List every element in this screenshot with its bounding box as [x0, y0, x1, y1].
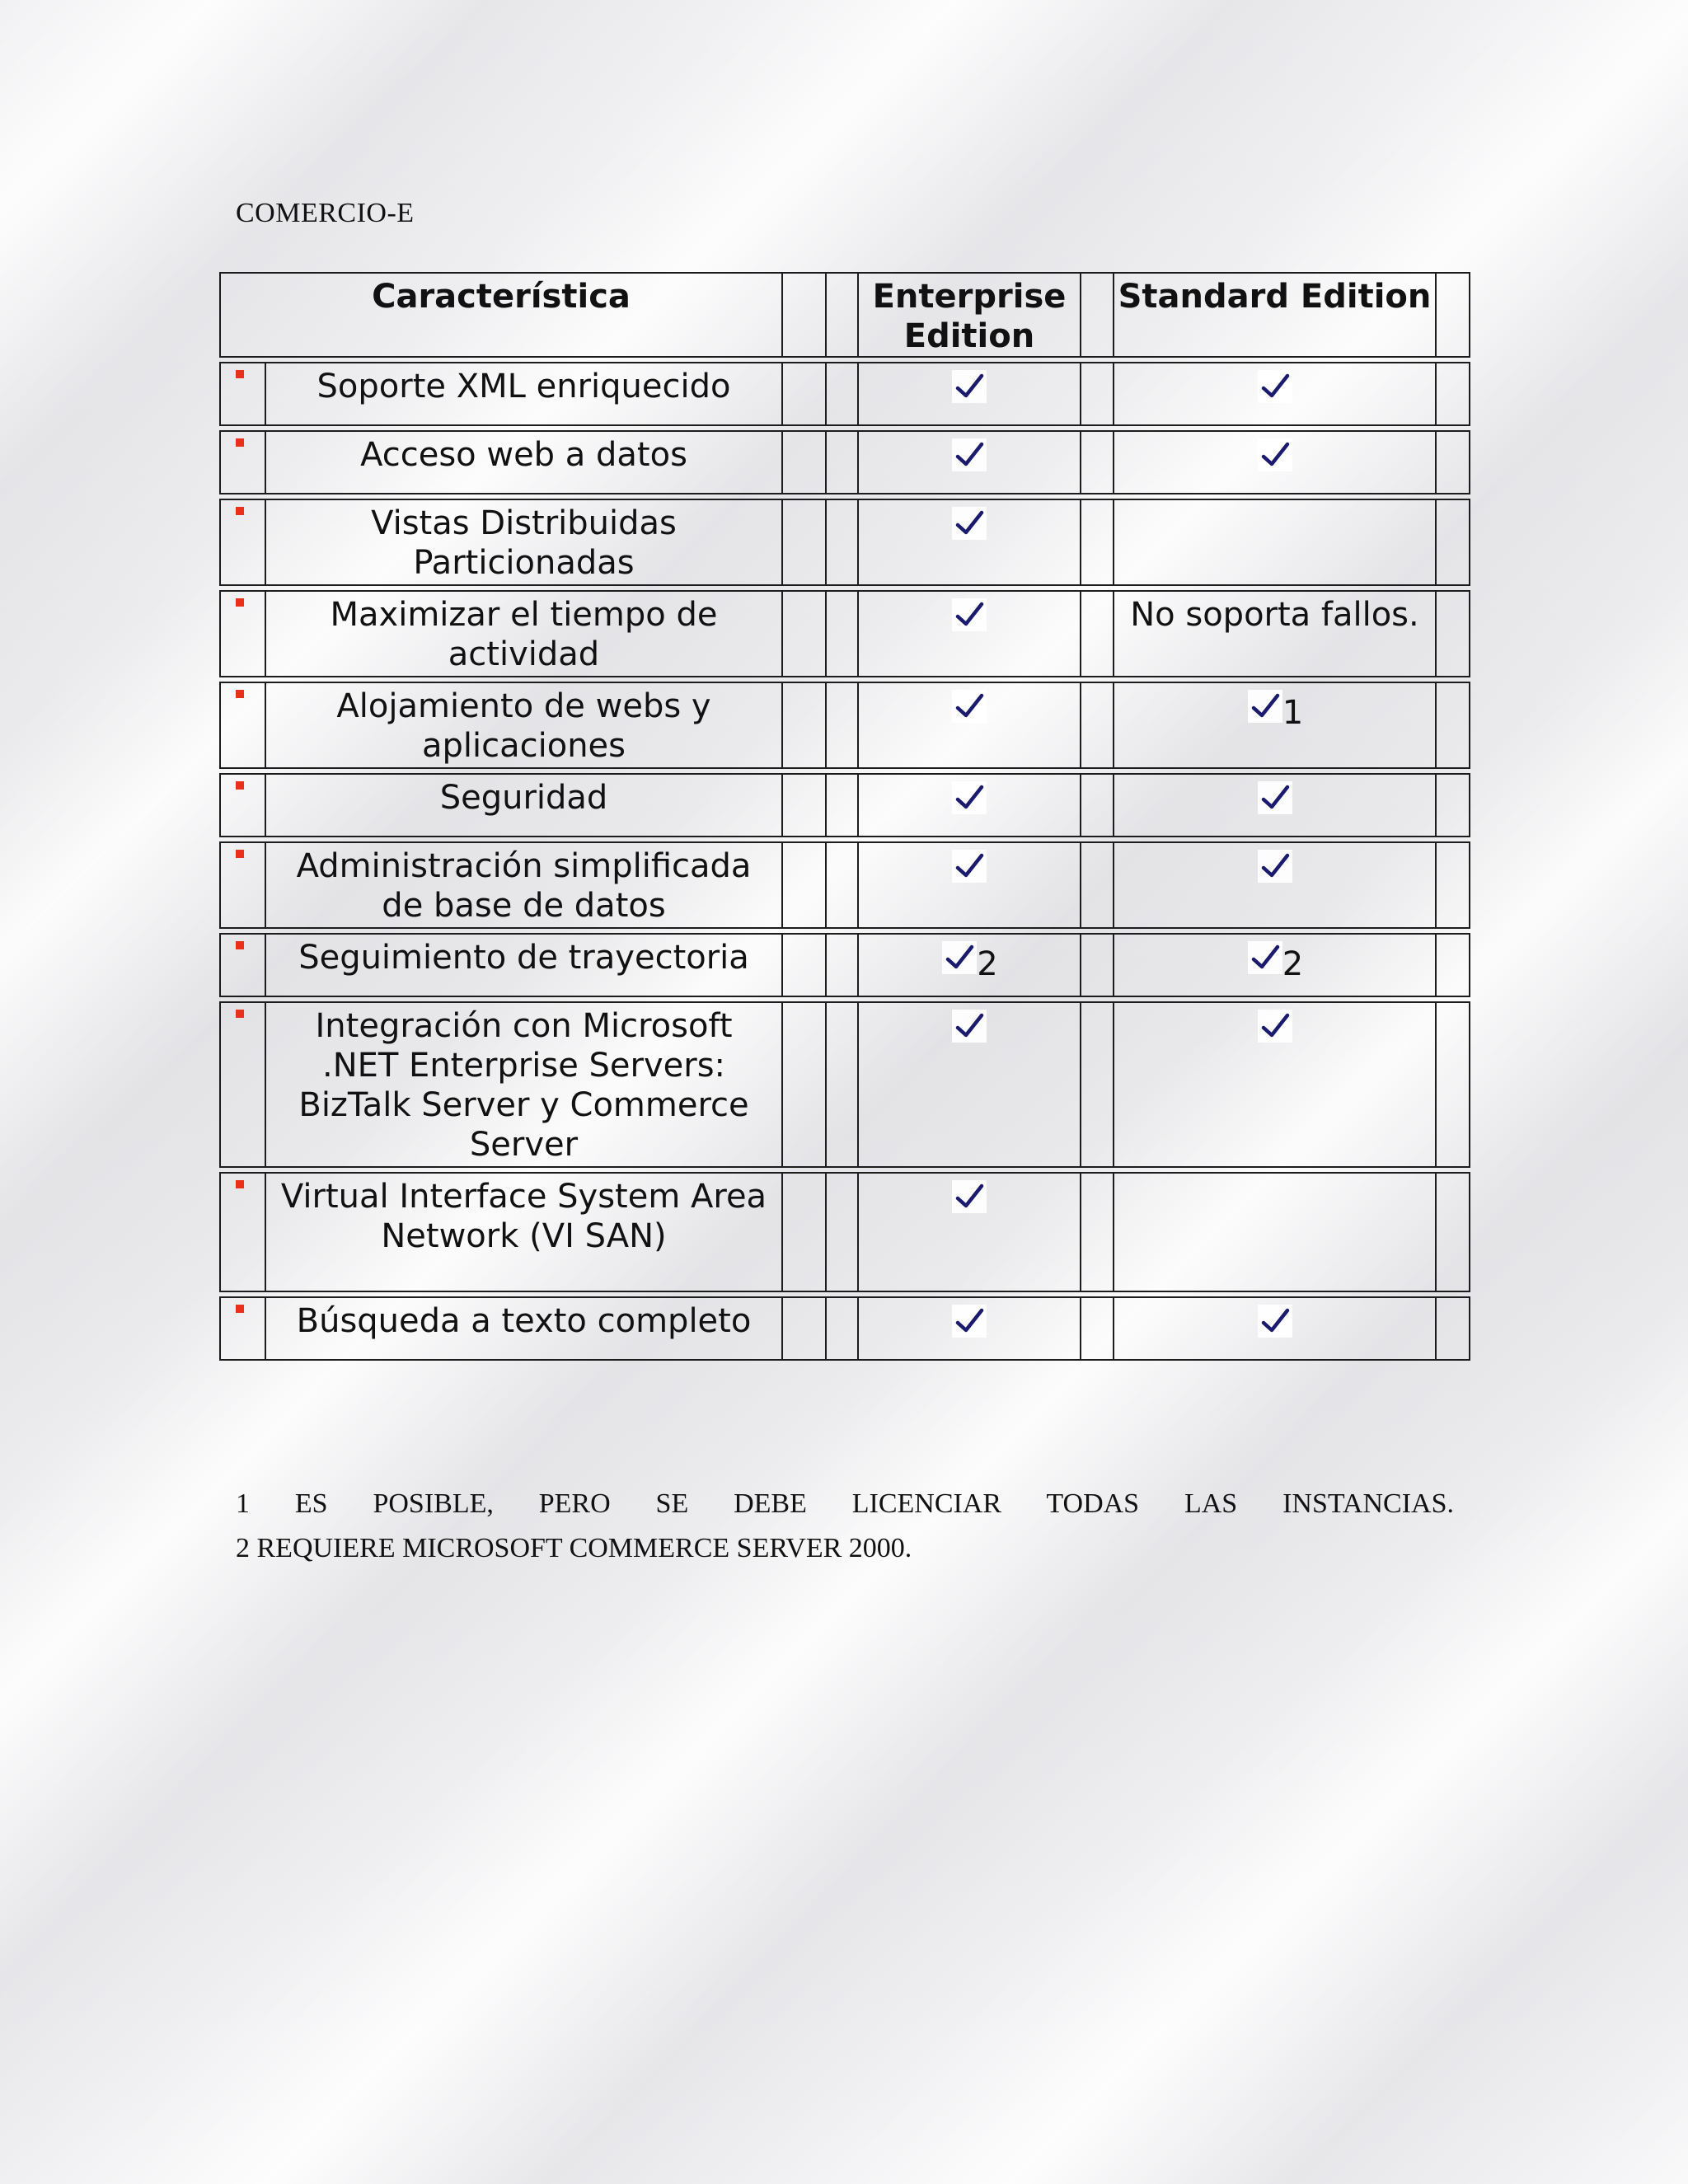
feature-cell	[265, 841, 781, 929]
table-row	[219, 841, 1470, 929]
feature-cell	[265, 1172, 781, 1292]
checkmark-icon	[1256, 848, 1294, 884]
spacer-cell	[1080, 682, 1113, 769]
standard-text: No soporta fallos.	[1130, 596, 1419, 634]
checkmark-icon	[1256, 368, 1294, 405]
bullet-cell	[219, 933, 265, 997]
bullet-cell	[219, 362, 265, 426]
table-row	[219, 1296, 1470, 1361]
checkmark-icon	[940, 940, 978, 976]
enterprise-cell	[857, 682, 1080, 769]
spacer-cell	[1080, 430, 1113, 494]
spacer-cell	[825, 933, 857, 997]
enterprise-footnote-ref: 2	[977, 945, 998, 983]
spacer-cell	[1435, 499, 1470, 586]
feature-cell	[265, 499, 781, 586]
table-row	[219, 933, 1470, 997]
spacer-cell	[825, 682, 857, 769]
feature-cell	[265, 933, 781, 997]
red-square-bullet-icon	[236, 1010, 244, 1018]
standard-cell	[1113, 1296, 1435, 1361]
spacer-cell	[1435, 590, 1470, 677]
feature-cell	[265, 430, 781, 494]
table-row	[219, 1001, 1470, 1168]
spacer-cell	[781, 430, 825, 494]
feature-label: Alojamiento de webs y aplicaciones	[336, 687, 711, 765]
standard-cell	[1113, 499, 1435, 586]
spacer-cell	[1080, 841, 1113, 929]
feature-label: Acceso web a datos	[360, 436, 687, 474]
spacer-cell	[781, 1172, 825, 1292]
checkmark-icon	[950, 1179, 988, 1215]
enterprise-cell	[857, 590, 1080, 677]
red-square-bullet-icon	[236, 690, 244, 698]
spacer-cell	[781, 682, 825, 769]
spacer-cell	[825, 272, 857, 358]
table-row	[219, 362, 1470, 426]
standard-cell	[1113, 682, 1435, 769]
checkmark-icon	[1256, 780, 1294, 816]
enterprise-cell	[857, 430, 1080, 494]
spacer-cell	[781, 841, 825, 929]
bullet-cell	[219, 430, 265, 494]
table-row	[219, 590, 1470, 677]
enterprise-cell	[857, 1172, 1080, 1292]
feature-cell	[265, 682, 781, 769]
footnotes	[236, 1482, 1454, 1571]
spacer-cell	[825, 430, 857, 494]
red-square-bullet-icon	[236, 941, 244, 949]
red-square-bullet-icon	[236, 598, 244, 607]
spacer-cell	[1080, 1296, 1113, 1361]
feature-label: Búsqueda a texto completo	[296, 1302, 752, 1340]
enterprise-cell	[857, 1001, 1080, 1168]
feature-cell	[265, 1001, 781, 1168]
red-square-bullet-icon	[236, 438, 244, 447]
enterprise-cell	[857, 362, 1080, 426]
red-square-bullet-icon	[236, 370, 244, 378]
spacer-cell	[1080, 590, 1113, 677]
spacer-cell	[1435, 1296, 1470, 1361]
checkmark-icon	[950, 368, 988, 405]
feature-cell	[265, 362, 781, 426]
footnote-2: 2 REQUIERE MICROSOFT COMMERCE SERVER 2000.	[236, 1533, 912, 1563]
standard-cell	[1113, 362, 1435, 426]
bullet-cell	[219, 682, 265, 769]
spacer-cell	[1435, 773, 1470, 837]
standard-cell	[1113, 430, 1435, 494]
standard-cell	[1113, 933, 1435, 997]
spacer-cell	[1080, 1172, 1113, 1292]
spacer-cell	[781, 272, 825, 358]
footnote-1: 1 ES POSIBLE, PERO SE DEBE LICENCIAR TODAS LAS INSTANCIAS.	[236, 1488, 1454, 1519]
spacer-cell	[781, 362, 825, 426]
checkmark-icon	[950, 1303, 988, 1339]
red-square-bullet-icon	[236, 850, 244, 858]
header-enterprise: Enterprise Edition	[872, 278, 1067, 355]
enterprise-cell	[857, 1296, 1080, 1361]
table-row	[219, 773, 1470, 837]
spacer-cell	[781, 590, 825, 677]
feature-label: Seguridad	[439, 779, 608, 817]
checkmark-icon	[1256, 1303, 1294, 1339]
bullet-cell	[219, 1001, 265, 1168]
spacer-cell	[781, 773, 825, 837]
spacer-cell	[1080, 933, 1113, 997]
spacer-cell	[1435, 272, 1470, 358]
spacer-cell	[825, 590, 857, 677]
standard-cell	[1113, 841, 1435, 929]
spacer-cell	[781, 1296, 825, 1361]
red-square-bullet-icon	[236, 1305, 244, 1313]
bullet-cell	[219, 1172, 265, 1292]
spacer-cell	[825, 1001, 857, 1168]
spacer-cell	[1435, 933, 1470, 997]
checkmark-icon	[950, 1008, 988, 1044]
checkmark-icon	[950, 505, 988, 541]
enterprise-cell	[857, 499, 1080, 586]
checkmark-icon	[1256, 437, 1294, 473]
spacer-cell	[825, 1296, 857, 1361]
feature-cell	[265, 1296, 781, 1361]
spacer-cell	[825, 841, 857, 929]
spacer-cell	[825, 1172, 857, 1292]
header-standard: Standard Edition	[1118, 278, 1432, 316]
bullet-cell	[219, 1296, 265, 1361]
spacer-cell	[781, 1001, 825, 1168]
spacer-cell	[1435, 1172, 1470, 1292]
bullet-cell	[219, 499, 265, 586]
red-square-bullet-icon	[236, 781, 244, 790]
feature-label: Administración simplificada de base de datos	[296, 847, 752, 925]
page-title: COMERCIO-E	[236, 198, 415, 228]
spacer-cell	[781, 933, 825, 997]
table-row	[219, 682, 1470, 769]
spacer-cell	[1080, 773, 1113, 837]
table-row	[219, 1172, 1470, 1292]
table-header-row	[219, 272, 1470, 358]
enterprise-cell	[857, 841, 1080, 929]
spacer-cell	[1435, 682, 1470, 769]
spacer-cell	[1435, 362, 1470, 426]
header-feature: Característica	[372, 278, 631, 316]
spacer-cell	[1080, 499, 1113, 586]
spacer-cell	[825, 362, 857, 426]
checkmark-icon	[950, 437, 988, 473]
bullet-cell	[219, 841, 265, 929]
spacer-cell	[1435, 430, 1470, 494]
red-square-bullet-icon	[236, 1180, 244, 1188]
spacer-cell	[1435, 1001, 1470, 1168]
spacer-cell	[781, 499, 825, 586]
feature-cell	[265, 590, 781, 677]
checkmark-icon	[950, 597, 988, 633]
feature-comparison-table	[219, 268, 1470, 1365]
spacer-cell	[1080, 272, 1113, 358]
table-row	[219, 430, 1470, 494]
feature-cell	[265, 773, 781, 837]
feature-label: Integración con Microsoft .NET Enterprise Servers: BizTalk Server y Commerce Server	[298, 1007, 749, 1164]
feature-label: Virtual Interface System Area Network (VI SAN)	[280, 1178, 767, 1255]
feature-label: Vistas Distribuidas Particionadas	[371, 504, 677, 582]
bullet-cell	[219, 590, 265, 677]
spacer-cell	[825, 499, 857, 586]
feature-label: Soporte XML enriquecido	[316, 368, 731, 405]
table-row	[219, 499, 1470, 586]
standard-cell	[1113, 590, 1435, 677]
checkmark-icon	[950, 688, 988, 724]
red-square-bullet-icon	[236, 507, 244, 515]
checkmark-icon	[1246, 940, 1284, 976]
checkmark-icon	[1246, 688, 1284, 724]
standard-footnote-ref: 2	[1282, 945, 1304, 983]
standard-footnote-ref: 1	[1282, 694, 1304, 732]
spacer-cell	[1435, 841, 1470, 929]
enterprise-cell	[857, 933, 1080, 997]
feature-label: Seguimiento de trayectoria	[298, 939, 749, 977]
feature-label: Maximizar el tiempo de actividad	[330, 596, 718, 673]
checkmark-icon	[1256, 1008, 1294, 1044]
spacer-cell	[1080, 1001, 1113, 1168]
standard-cell	[1113, 1001, 1435, 1168]
checkmark-icon	[950, 780, 988, 816]
standard-cell	[1113, 773, 1435, 837]
spacer-cell	[825, 773, 857, 837]
standard-cell	[1113, 1172, 1435, 1292]
enterprise-cell	[857, 773, 1080, 837]
spacer-cell	[1080, 362, 1113, 426]
bullet-cell	[219, 773, 265, 837]
checkmark-icon	[950, 848, 988, 884]
